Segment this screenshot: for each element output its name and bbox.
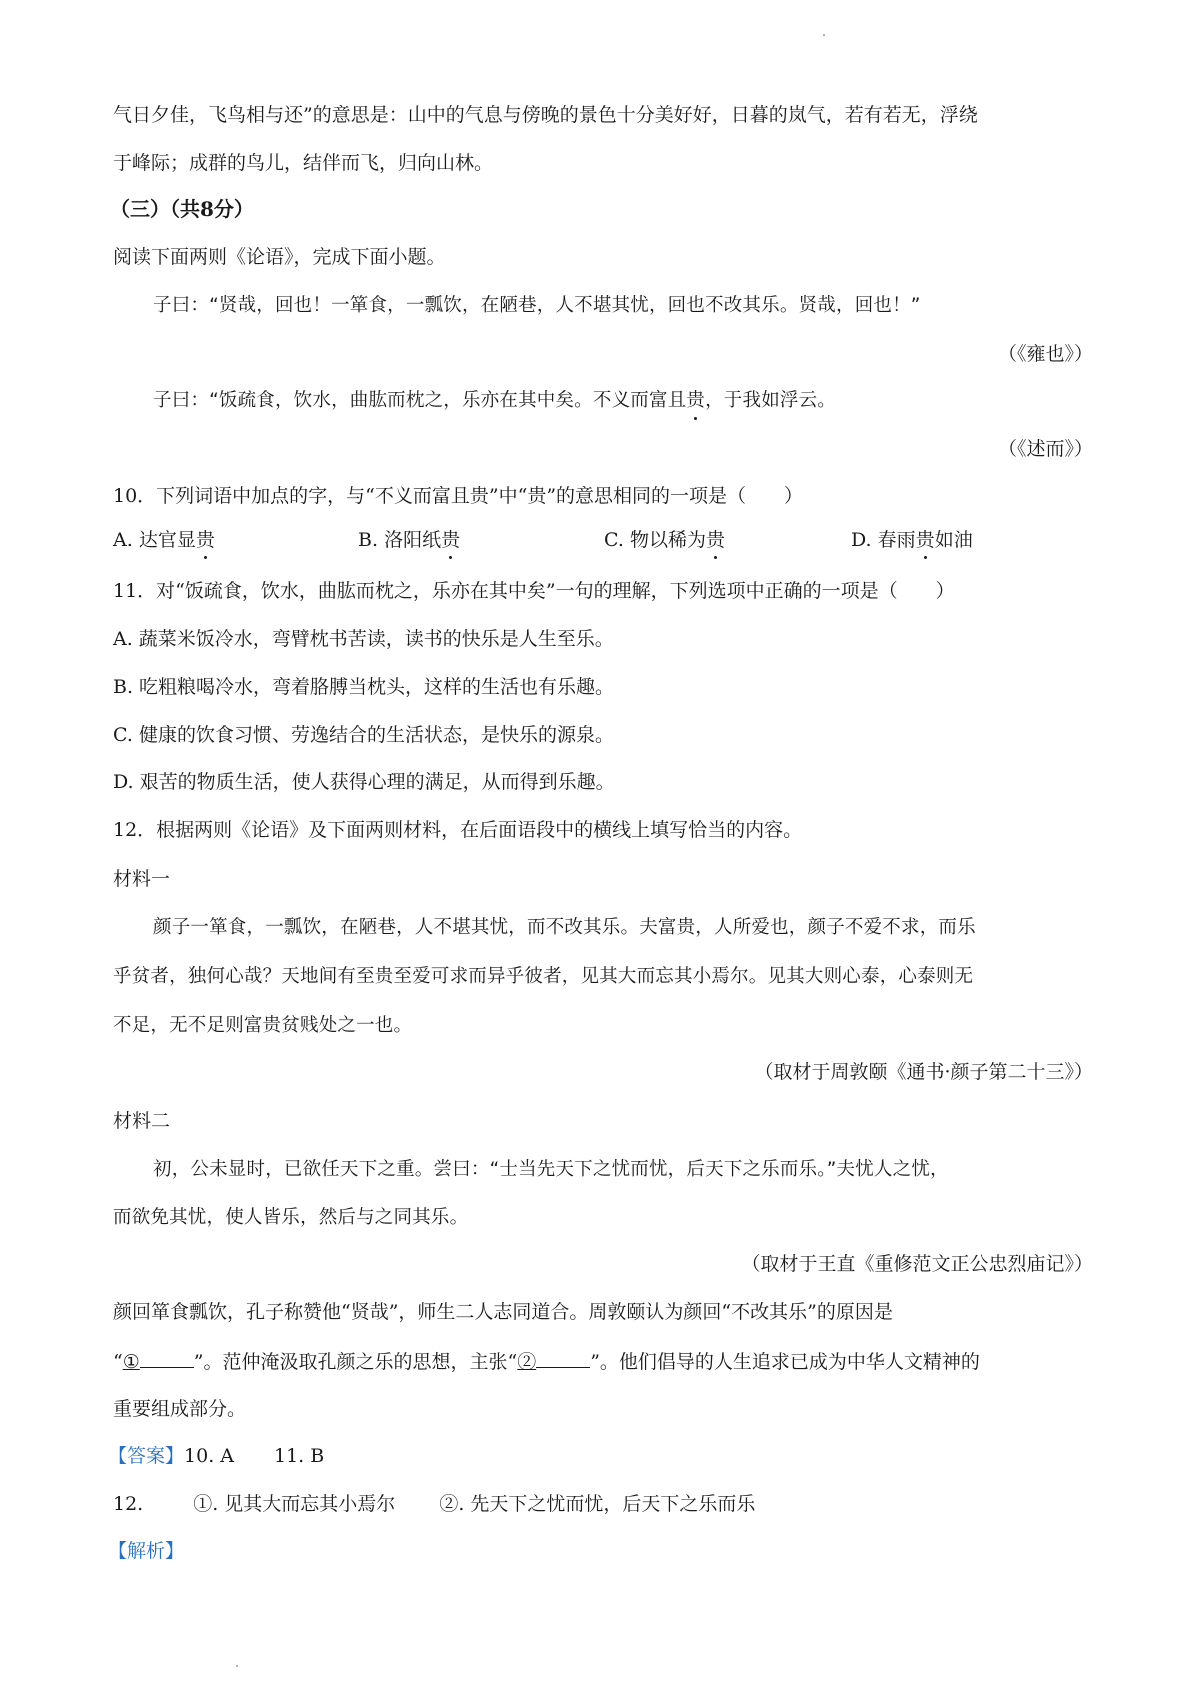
answer-q12-a: ①. 见其大而忘其小焉尔 — [193, 1493, 396, 1515]
passage-2-text — [153, 389, 1093, 413]
q10-option-c — [604, 528, 725, 552]
option-text: 如油 — [934, 529, 973, 551]
dotted-character: 贵 — [686, 390, 706, 411]
q10-option-d — [851, 528, 973, 552]
material-1-line-3: 不足，无不足则富贵贫贱处之一也。 — [113, 1015, 413, 1036]
answer-q12-b: ②. 先天下之忧而忧，后天下之乐而乐 — [439, 1493, 756, 1515]
q12-paragraph-line-2 — [113, 1349, 1093, 1374]
paragraph-text: ”。范仲淹汲取孔颜之乐的思想，主张“ — [193, 1351, 518, 1373]
material-2-line-2: 而欲免其忧，使人皆乐，然后与之同其乐。 — [113, 1207, 469, 1228]
dotted-character: 贵 — [195, 529, 215, 551]
q12-paragraph-line-1: 颜回箪食瓢饮，孔子称赞他“贤哉”，师生二人志同道合。周敦颐认为颜回“不改其乐”的原因是 — [113, 1301, 893, 1323]
section-heading: （三）（共8分） — [110, 197, 254, 221]
answer-line — [108, 1444, 1088, 1468]
q11-option-d: D. 艰苦的物质生活，使人获得心理的满足，从而得到乐趣。 — [113, 771, 615, 793]
option-text: 达官显 — [138, 529, 196, 551]
passage-1-text: 子曰：“贤哉，回也！一箪食，一瓢饮，在陋巷，人不堪其忧，回也不改其乐。贤哉，回也！” — [153, 295, 921, 316]
analysis-label: 【解析】 — [108, 1540, 185, 1562]
q10-option-a — [113, 528, 215, 552]
blank-1-number: ① — [122, 1351, 140, 1373]
q10-option-b — [358, 528, 460, 552]
q11-option-a: A. 蔬菜米饭冷水，弯臂枕书苦读，读书的快乐是人生至乐。 — [113, 628, 614, 650]
material-2-title: 材料二 — [113, 1110, 171, 1132]
material-1-source: （取材于周敦颐《通书·颜子第二十三》） — [754, 1061, 1093, 1083]
q11-option-b: B. 吃粗粮喝冷水，弯着胳膊当枕头，这样的生活也有乐趣。 — [113, 676, 615, 698]
option-letter: A. — [113, 529, 133, 551]
material-1-line-2: 乎贫者，独何心哉？天地间有至贵至爱可求而异乎彼者，见其大而忘其小焉尔。见其大则心泰，心泰则无 — [113, 966, 974, 987]
blank-2-number: ② — [517, 1351, 537, 1373]
material-1-title: 材料一 — [113, 868, 171, 890]
paragraph-text: ”。他们倡导的人生追求已成为中华人文精神的 — [590, 1351, 980, 1373]
option-text: 春雨 — [877, 529, 916, 551]
blank-1-line — [140, 1349, 194, 1368]
answer-q12-number: 12. — [113, 1493, 144, 1515]
option-letter: C. — [604, 529, 624, 551]
option-text: 洛阳纸 — [384, 529, 442, 551]
dotted-character: 贵 — [441, 529, 461, 551]
dotted-character: 贵 — [705, 529, 725, 551]
q10-stem: 10．下列词语中加点的字，与“不义而富且贵”中“贵”的意思相同的一项是（ ） — [113, 485, 804, 507]
answer-q10: 10. A — [184, 1445, 234, 1467]
answer-q11: 11. B — [274, 1445, 325, 1467]
section-instruction: 阅读下面两则《论语》，完成下面小题。 — [113, 246, 446, 268]
intro-line-1: 气日夕佳，飞鸟相与还”的意思是：山中的气息与傍晚的景色十分美好好，日暮的岚气，若有若无，浮绕 — [113, 104, 978, 126]
blank-2-line — [536, 1349, 590, 1368]
passage-2-source: （《述而》） — [997, 438, 1093, 460]
passage-2-text-before: 子曰：“饭疏食，饮水，曲肱而枕之，乐亦在其中矣。不义而富且 — [153, 390, 687, 411]
material-1-line-1: 颜子一箪食，一瓢饮，在陋巷，人不堪其忧，而不改其乐。夫富贵，人所爱也，颜子不爱不求，而乐 — [153, 917, 976, 938]
option-letter: B. — [358, 529, 379, 551]
scan-speck — [236, 1665, 238, 1667]
q11-stem: 11．对“饭疏食，饮水，曲肱而枕之，乐亦在其中矣”一句的理解，下列选项中正确的一项是（ ） — [113, 580, 955, 602]
passage-2-text-after: ，于我如浮云。 — [705, 390, 836, 411]
dotted-character: 贵 — [915, 529, 935, 551]
answer-q12-line — [113, 1492, 1093, 1516]
q12-paragraph-line-3: 重要组成部分。 — [113, 1398, 247, 1420]
quote-mark: “ — [113, 1351, 123, 1373]
q12-stem: 12．根据两则《论语》及下面两则材料，在后面语段中的横线上填写恰当的内容。 — [113, 819, 803, 841]
passage-1-source: （《雍也》） — [997, 343, 1093, 365]
scan-speck — [823, 34, 825, 36]
q11-option-c: C. 健康的饮食习惯、劳逸结合的生活状态，是快乐的源泉。 — [113, 724, 614, 746]
material-2-line-1: 初，公未显时，已欲任天下之重。尝曰：“士当先天下之忧而忧，后天下之乐而乐。”夫忧人之忧， — [153, 1159, 949, 1180]
material-2-source: （取材于王直《重修范文正公忠烈庙记》） — [741, 1253, 1093, 1275]
answer-label: 【答案】 — [108, 1445, 185, 1467]
option-text: 物以稀为 — [629, 529, 706, 551]
intro-line-2: 于峰际；成群的鸟儿，结伴而飞，归向山林。 — [113, 152, 494, 174]
option-letter: D. — [851, 529, 872, 551]
